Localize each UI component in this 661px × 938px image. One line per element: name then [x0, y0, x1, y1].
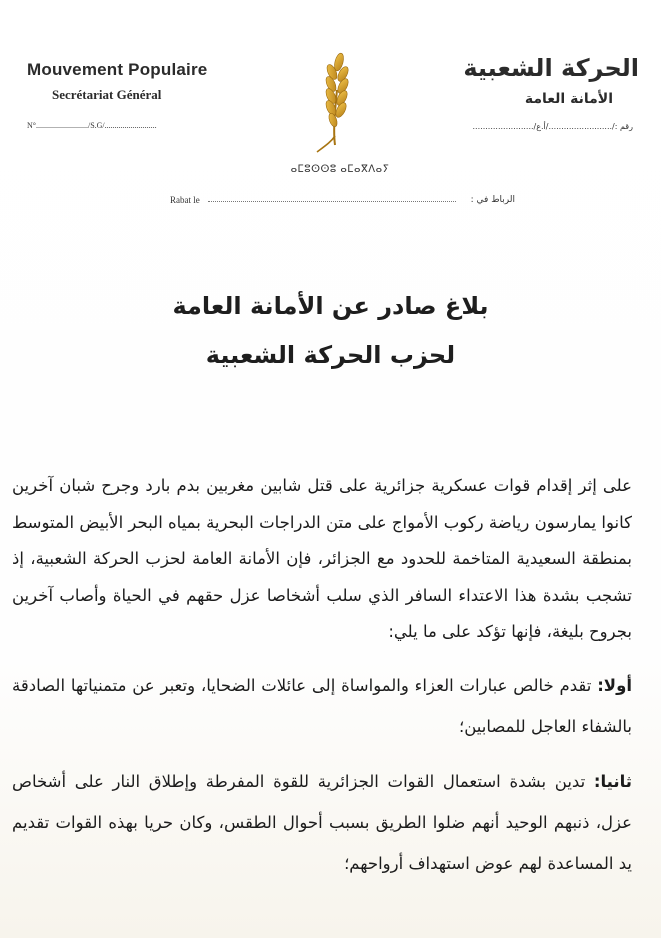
date-dotted-line — [208, 200, 456, 202]
point-2-paragraph — [12, 761, 632, 884]
tifinagh-name: ⴰⵎⵓⵙⵙⵓ ⴰⵎⴰⴳⴷⴰⵢ — [290, 164, 390, 175]
point-1-paragraph — [12, 665, 632, 747]
communique-body — [12, 468, 632, 884]
document-title-line-1: بلاغ صادر عن الأمانة العامة — [172, 292, 489, 320]
fr-organization-name: Mouvement Populaire — [27, 60, 208, 79]
ar-secretariat: الأمانة العامة — [524, 91, 613, 107]
point-1-label: أولا: — [597, 675, 632, 695]
fr-reference-number: N°........................../S.G/.......................... — [27, 121, 157, 130]
document-title-line-2: لحزب الحركة الشعبية — [205, 341, 456, 369]
ar-organization-name: الحركة الشعبية — [463, 54, 639, 82]
rabat-date-label-fr: Rabat le — [170, 195, 200, 205]
point-2-text: تدين بشدة استعمال القوات الجزائرية للقوة المفرطة وإطلاق النار على أشخاص عزل، ذنبهم الوحيد أنهم ضلوا الطريق بسبب أحوال الطقس، وكان حريا بهذه القوات تقديم يد المساعدة لهم عوض استهداف أرواحهم؛ — [12, 771, 632, 873]
fr-secretariat: Secrétariat Général — [52, 87, 162, 102]
point-1-text: تقدم خالص عبارات العزاء والمواساة إلى عائلات الضحايا، وتعبر عن متمنياتها الصادقة بالشفاء العاجل للمصابين؛ — [12, 675, 632, 736]
ar-reference-number: رقم :/........................./أ.ع/........................ — [472, 122, 633, 131]
rabat-date-label-ar: الرباط في : — [470, 195, 515, 205]
wheat-logo-icon — [305, 50, 365, 160]
intro-paragraph: على إثر إقدام قوات عسكرية جزائرية على قتل شابين مغربين بدم بارد وجرح شبان آخرين كانوا يمارسون رياضة ركوب الأمواج على متن الدراجات البحرية بمياه البحر الأبيض المتوسط بمنطقة السعيدية المتاخمة للحدود مع الجزائر، فإن الأمانة العامة لحزب الحركة الشعبية، إذ تشجب بشدة هذا الاعتداء السافر الذي سلب أشخاصا عزل حقهم في الحياة وأصاب آخرين بجروح بليغة، فإنها تؤكد على ما يلي: — [12, 476, 632, 641]
point-2-label: ثانيا: — [593, 771, 632, 791]
